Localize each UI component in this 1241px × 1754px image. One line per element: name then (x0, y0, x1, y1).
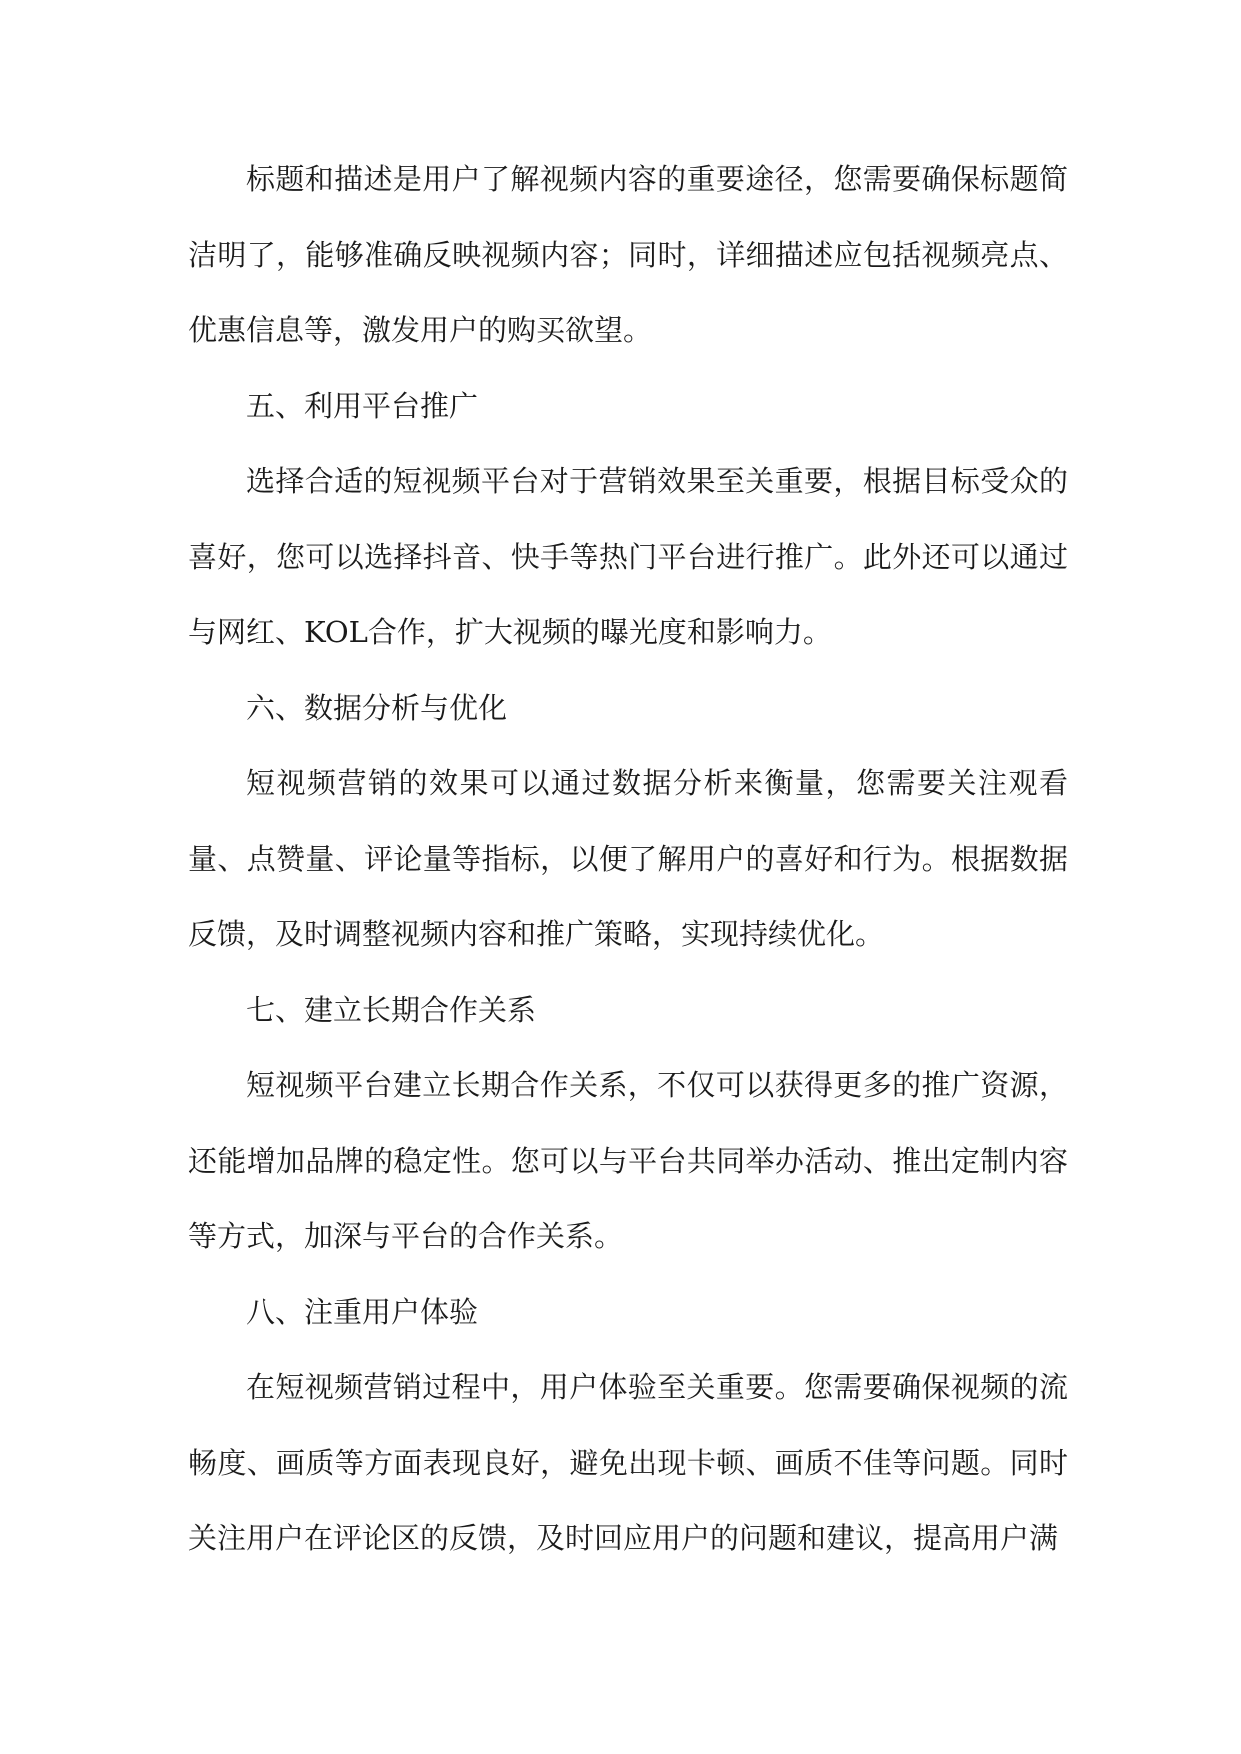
section-heading-6: 六、数据分析与优化 (246, 690, 508, 725)
section-heading-8: 八、注重用户体验 (246, 1294, 479, 1329)
paragraph-data-analysis: 短视频营销的效果可以通过数据分析来衡量，您需要关注观看量、点赞量、评论量等指标，以便了解用户的喜好和行为。根据数据反馈，及时调整视频内容和推广策略，实现持续优化。 (188, 766, 1068, 951)
paragraph-platform-promotion: 选择合适的短视频平台对于营销效果至关重要，根据目标受众的喜好，您可以选择抖音、快手等热门平台进行推广。此外还可以通过与网红、KOL合作，扩大视频的曝光度和影响力。 (188, 464, 1068, 649)
paragraph-long-term-cooperation: 短视频平台建立长期合作关系，不仅可以获得更多的推广资源，还能增加品牌的稳定性。您可以与平台共同举办活动、推出定制内容等方式，加深与平台的合作关系。 (188, 1068, 1068, 1253)
section-heading-5: 五、利用平台推广 (246, 388, 479, 423)
paragraph-user-experience: 在短视频营销过程中，用户体验至关重要。您需要确保视频的流畅度、画质等方面表现良好，避免出现卡顿、画质不佳等问题。同时关注用户在评论区的反馈，及时回应用户的问题和建议，提高用户满 (188, 1370, 1068, 1555)
section-heading-7: 七、建立长期合作关系 (246, 992, 537, 1027)
paragraph-title-description: 标题和描述是用户了解视频内容的重要途径，您需要确保标题简洁明了，能够准确反映视频内容；同时，详细描述应包括视频亮点、优惠信息等，激发用户的购买欲望。 (188, 162, 1068, 347)
document-body (188, 142, 1068, 1577)
